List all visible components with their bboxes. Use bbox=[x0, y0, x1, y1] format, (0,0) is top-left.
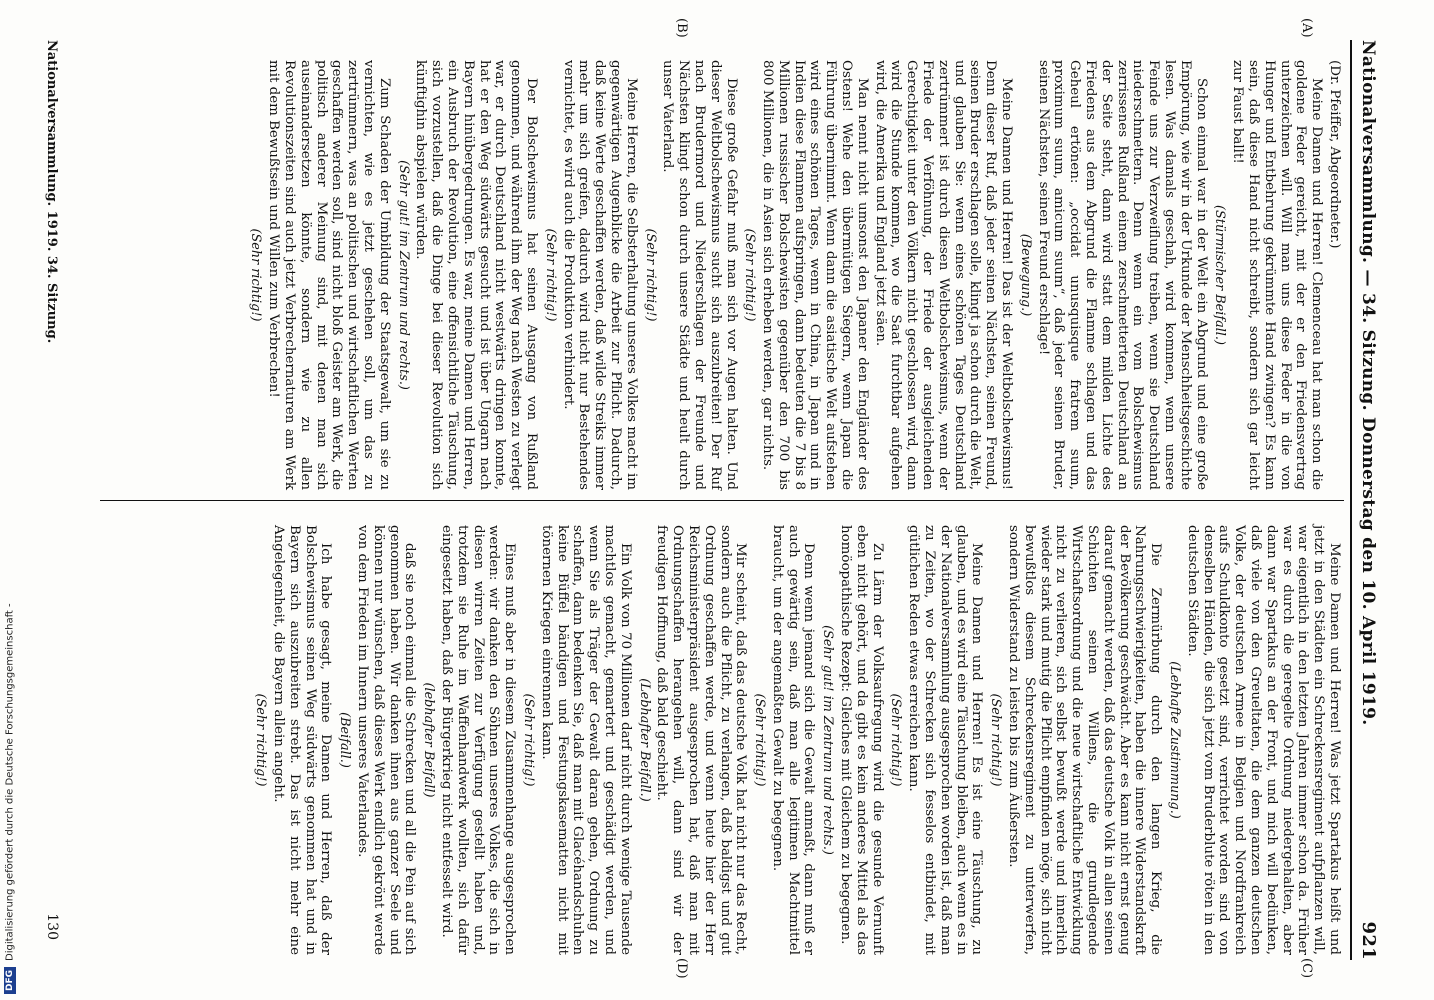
paragraph: Der Bolschewismus hat seinen Ausgang von Rußland genommen, und während ihm der Weg nach Westen zu verlegt war, er durch Deutschland nicht westwärts dringen konnte, hat er den Weg südwärts gesucht und ist über Ungarn nach Bayern hinübergedrungen. Es war, meine Damen und Herren, ein Ausbruch der Revolution, eine offensichtliche Täuschung, sich vorzustellen, daß die Dinge bei dieser Revolution sich künftighin abspielen würden. bbox=[413, 60, 539, 490]
reaction: (Lebhafter Beifall.) bbox=[636, 678, 652, 802]
credit-text: Digitalisierung gefördert durch die Deutsche Forschungsgemeinschaft - bbox=[4, 603, 16, 961]
paragraph: Die Zermürbung durch den langen Krieg, die Nahrungsschwierigkeiten, haben die innere Widerstandskraft der Bevölkerung geschwächt. Aber es kann nicht ernst genug darauf gemacht werden, daß das deutsche Volk in allen seinen Schichten seinen Willens, die grundlegende Wirtschaftsordnung und die neue wirtschaftliche Entwicklung nicht zu verlieren, sich selbst bewußt werde und innerlich wieder stark und mutig die Pflicht empfinden möge, sich nicht bewußtlos diesem Schreckensregiment zu unterwerfen, sondern Widerstand zu leisten bis zum Äußersten. bbox=[1006, 525, 1164, 955]
paragraph: Meine Herren, die Selbsterhaltung unseres Volkes macht im gegenwärtigen Augenblicke die Arbeit zur Pflicht. Dadurch, daß keine Werte geschaffen werden, daß wilde Streiks immer mehr um sich greifen, dadurch wird nicht nur Bestehendes vernichtet, es wird auch die Produktion verhindert. bbox=[560, 60, 639, 490]
reaction: (Bewegung.) bbox=[1017, 233, 1033, 317]
speaker-line: (Dr. Pfeiffer, Abgeordneter.) bbox=[1327, 60, 1342, 249]
footer-session: Nationalversammlung. 1919. 34. Sitzung. bbox=[44, 40, 59, 344]
reaction: (Sehr richtig!) bbox=[253, 693, 269, 787]
paragraph: Diese große Gefahr muß man sich vor Augen halten. Und dieser Weltbolschewismus sucht sich auszubreiten! Der Ruf nach Brudermord und Niederschlagen der Freunde und Nächsten klingt schon durch unsere Städte und heult durch unser Vaterland. bbox=[660, 60, 739, 490]
paragraph: Meine Damen und Herren! Es ist eine Täuschung, zu glauben, und es wird eine Täuschung bleiben, auch wenn es in der Nationalversammlung ausgesprochen worden ist, daß man zu Zeiten, wo der Schrecken sich fesselos entbindet, mit gütlichen Reden etwas erreichen kann. bbox=[906, 525, 985, 955]
paragraph: Zu Lärm der Volksaufregung wird die gesunde Vernunft eben nicht gehört, und da gibt es kein anderes Mittel als das homöopathische Rezept: Gleiches mit Gleichem zu begegnen. bbox=[838, 525, 885, 955]
page-header bbox=[1358, 40, 1398, 960]
reaction: (lebhafter Beifall) bbox=[421, 682, 437, 798]
reaction: (Sehr richtig!) bbox=[742, 228, 758, 322]
paragraph: daß sie noch einmal die Schrecken und all die Pein auf sich genommen haben. Wir danken ihnen aus ganzer Seele und können nur wünschen, daß dieses Werk endlich gekrönt werde von dem Frieden im Innern unseres Vaterlandes. bbox=[354, 525, 418, 955]
margin-mark-b: (B) bbox=[674, 18, 689, 38]
paragraph: Mir scheint, daß das deutsche Volk hat nicht nur das Recht, sondern auch die Pflicht, zu verlangen, daß baldigst und gut Ordnung geschaffen werde, und wenn heute hier der Herr Reichsministerpräsident ausgesprochen hat, daß man mit Ordnungschaffen herangehen will, dann sind wir der freudigen Hoffnung, daß bald geschieht. bbox=[654, 525, 749, 955]
reaction: (Sehr richtig!) bbox=[542, 228, 558, 322]
reaction: (Sehr richtig!) bbox=[642, 228, 658, 322]
margin-mark-a: (A) bbox=[1299, 18, 1314, 38]
reaction: (Sehr richtig!) bbox=[888, 693, 904, 787]
reaction: (Sehr richtig!) bbox=[752, 693, 768, 787]
reaction: (Stürmischer Beifall.) bbox=[1212, 205, 1228, 345]
column-divider bbox=[100, 500, 1344, 501]
paragraph: Meine Damen und Herren! Das ist der Weltbolschewismus! Denn dieser Ruf, daß jeder seinen Nächsten, seinen Freund, seinen Bruder erschlagen solle, klingt ja schon durch die Welt, und glauben Sie: wenn eines schönen Tages Deutschland zertrümmert ist durch diesen Weltbolschewismus, wenn der Friede der Verföhnung, der Friede der ausgleichenden Gerechtigkeit unter den Völkern nicht geschlossen wird, dann wird die Stunde kommen, wo die Saat furchtbar aufgehen wird, die Amerika und England jetzt säen. bbox=[872, 60, 1015, 490]
dfg-logo: DFG bbox=[4, 967, 16, 994]
reaction: (Sehr richtig!) bbox=[520, 693, 536, 787]
paragraph: Ich habe gesagt, meine Damen und Herren, daß der Bolschewismus seinen Weg südwärts genommen hat und in Bayern sich auszubreiten strebt. Das ist nicht mehr eine Angelegenheit, die Bayern allein angeht. bbox=[271, 525, 334, 955]
reaction: (Sehr richtig!) bbox=[248, 228, 264, 322]
right-column bbox=[249, 525, 1342, 955]
paragraph: Ein Volk von 70 Millionen darf nicht durch wenige Tausende machtlos gemacht, gemartert und geschädigt werden, und wenn Sie als Träger der Gewalt daran gehen, Ordnung zu schaffen, dann bedenken Sie, daß man mit Glacéhandschuhen keine Büffel bändigen und Festungskasematten nicht mit tönernen Kriegen einrennen kann. bbox=[538, 525, 633, 955]
reaction: (Lebhafte Zustimmung.) bbox=[1167, 661, 1183, 819]
footer-folio: 130 bbox=[44, 913, 60, 940]
reaction: (Sehr gut! im Zentrum und rechts.) bbox=[820, 625, 836, 855]
margin-mark-d: (D) bbox=[674, 958, 689, 979]
header-title: Nationalversammlung. — 34. Sitzung. Donnerstag den 10. April 1919. bbox=[1358, 40, 1378, 726]
paragraph: Meine Damen und Herren! Was jetzt Spartakus heißt und jetzt in den Städten ein Schreckensregiment aufpflanzen will, war eigentlich in den letzten Jahren immer schon da. Früher war es durch die geregelte Ordnung niedergehalten, aber dann war Spartakus an der Front, und mich will bedünken, daß viele von den Greueltaten, die dem ganzen deutschen Volke, der deutschen Armee in Belgien und Nordfrankreich aufs Schuldkonto gesetzt sind, verrichtet worden sind von denselben Händen, die sich jetzt vom Bruderblute röten in den deutschen Städten. bbox=[1184, 525, 1342, 955]
reaction: (Sehr gut! im Zentrum und rechts.) bbox=[395, 160, 411, 390]
left-column bbox=[245, 60, 1342, 490]
paragraph: Man nennt nicht umsonst den Japaner den Engländer des Ostens! Wehe den übermütigen Siegern, wenn Japan die Führung übernimmt. Wenn dann die asiatische Welt aufstehen wird eines schönen Tages, wenn in China, in Japan und in Indien diese Flammen aufspringen, dann bedeuten die 7 bis 8 Millionen russischer Bolschewisten gegenüber den 700 bis 800 Millionen, die in Asien sich erheben werden, gar nichts. bbox=[760, 60, 870, 490]
margin-mark-c: (C) bbox=[1299, 958, 1314, 979]
reaction: (Sehr richtig!) bbox=[988, 693, 1004, 787]
page-number: 921 bbox=[1358, 921, 1379, 960]
paragraph: Zum Schaden der Umbildung der Staatsgewalt, um sie zu vernichten, wie es jetzt geschehen soll, um das zu zertrümmern, was an politischen und wirtschaftlichen Werten geschaffen werden soll, sind nicht bloß Geister am Werk, die politisch anderer Meinung sind, mit denen man sich auseinandersetzen könnte, sondern wie zu allen Revolutionszeiten sind auch jetzt Verbrechernaturen am Werk mit dem Bewußtsein und Willen zum Verbrechen! bbox=[266, 60, 392, 490]
digitization-credit bbox=[2, 0, 18, 1000]
reaction: (Beifall.) bbox=[337, 712, 353, 768]
paragraph: Eines muß aber in diesem Zusammenhange ausgesprochen werden: wir danken den Söhnen unseres Volkes, die sich in diesen wirren Zeiten zur Verfügung gestellt haben und, trotzdem sie Ruhe im Waffenhandwerk wollten, sich dafür eingesetzt haben, daß der Bürgerkrieg nicht entfesselt wird. bbox=[438, 525, 518, 955]
header-rule bbox=[1350, 40, 1352, 960]
paragraph: Meine Damen und Herren! Clemenceau hat man schon die goldene Feder gereicht, mit der er den Friedensvertrag unterzeichnen will. Will man uns diese Feder in die von Hunger und Entbehrung gekrümmte Hand zwingen? Es kann sein, daß diese Hand nicht schreibt, sondern sich gar leicht zur Faust ballt! bbox=[1230, 60, 1325, 490]
paragraph: Denn wenn jemand sich die Gewalt anmaßt, dann muß er auch gewärtig sein, daß man alle legitimen Machtmittel braucht, um der angemaßten Gewalt zu begegnen. bbox=[769, 525, 817, 955]
paragraph: Schon einmal war in der Welt ein Abgrund und eine große Empörung, wie wir in der Urkunde der Menschheitsgeschichte lesen. Was damals geschah, wird kommen, wenn unsere Feinde uns zur Verzweiflung treiben, wenn sie Deutschland niederschmettern. Denn wenn ein vom Bolschewismus zerrissenes Rußland einem zerschmetterten Deutschland an der Seite steht, dann wird statt dem milden Lichte des Friedens aus dem Abgrund die Flamme schlagen und das Geheul ertönen: „occidat unusquisque fratrem suum, proximum suum, amicum suum“, daß jeder seinen Bruder, seinen Nächsten, seinen Freund erschlage! bbox=[1035, 60, 1209, 490]
